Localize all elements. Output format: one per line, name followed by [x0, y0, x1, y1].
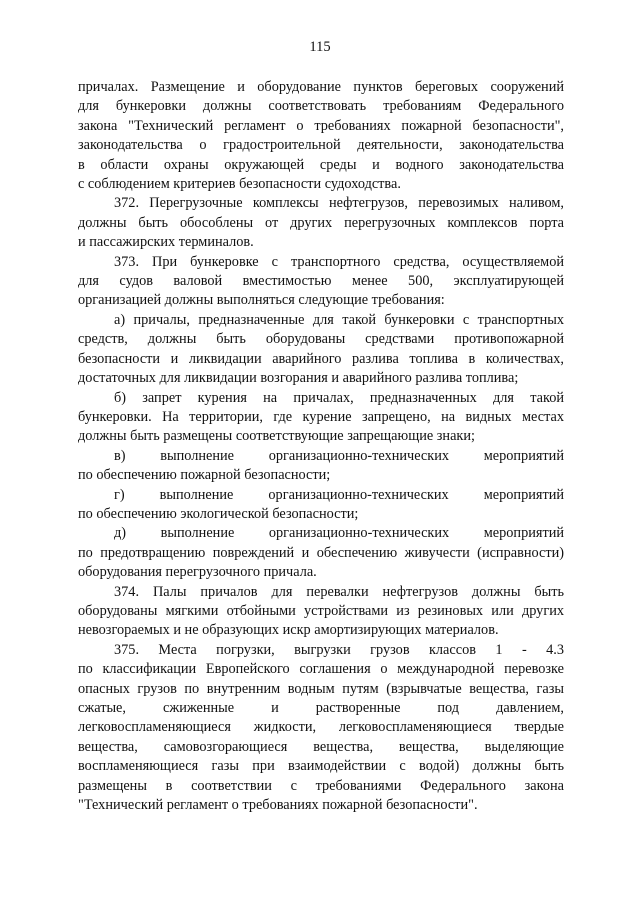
text-line: г) выполнение организационно-технических мероприятий [114, 486, 564, 503]
text-line: 375. Места погрузки, выгрузки грузов классов 1 - 4.3 [114, 641, 564, 658]
text-line: должны быть обособлены от других перегрузочных комплексов порта [78, 214, 564, 231]
text-line: в области охраны окружающей среды и водного законодательства [78, 156, 564, 173]
text-line: причалах. Размещение и оборудование пунктов береговых сооружений [78, 79, 564, 95]
text-line: по классификации Европейского соглашения о международной перевозке [78, 661, 564, 678]
paragraph-cont [78, 78, 564, 194]
text-line: средств, должны быть оборудованы средствами противопожарной [78, 331, 564, 348]
page-number: 115 [309, 39, 331, 55]
text-line: б) запрет курения на причалах, предназначенных для такой [114, 389, 564, 406]
text-line: и пассажирских терминалов. [78, 234, 254, 251]
paragraph-373 [78, 253, 564, 311]
text-line: по предотвращению повреждений и обеспечению живучести (исправности) [78, 544, 564, 561]
text-line: 373. При бункеровке с транспортного средства, осуществляемой [114, 253, 564, 270]
text-line: по обеспечению пожарной безопасности; [78, 467, 331, 484]
paragraph-372 [78, 194, 564, 252]
text-line: вещества, самовозгорающиеся вещества, вещества, выделяющие [78, 738, 564, 755]
paragraph-373b [78, 389, 564, 447]
paragraph-373d [78, 524, 564, 582]
text-line: организацией должны выполняться следующие требования: [78, 292, 445, 309]
text-line: закона "Технический регламент о требованиях пожарной безопасности", [78, 117, 564, 134]
text-line: безопасности и ликвидации аварийного разлива топлива в количествах, [78, 350, 564, 367]
text-line: достаточных для ликвидации возгорания и аварийного разлива топлива; [78, 370, 519, 387]
text-line: 374. Палы причалов для перевалки нефтегрузов должны быть [114, 583, 564, 600]
text-line: легковоспламеняющиеся жидкости, легковоспламеняющиеся твердые [78, 719, 564, 736]
document-body [78, 78, 564, 815]
paragraph-375 [78, 641, 564, 816]
paragraph-373v [78, 447, 564, 486]
paragraph-373a [78, 311, 564, 389]
text-line: оборудования перегрузочного причала. [78, 564, 317, 581]
text-line: должны быть размещены соответствующие запрещающие знаки; [78, 428, 475, 445]
text-line: в) выполнение организационно-технических мероприятий [114, 447, 564, 464]
text-line: оборудованы мягкими отбойными устройствами из резиновых или других [78, 602, 564, 619]
text-line: размещены в соответствии с требованиями Федерального закона [78, 777, 564, 794]
text-line: воспламеняющиеся газы при взаимодействии с водой) должны быть [78, 758, 564, 775]
text-line: законодательства о градостроительной деятельности, законодательства [78, 137, 564, 154]
text-line: бункеровки. На территории, где курение запрещено, на видных местах [78, 408, 564, 425]
paragraph-373g [78, 486, 564, 525]
text-line: невозгораемых и не образующих искр амортизирующих материалов. [78, 622, 499, 639]
text-line: для бункеровки должны соответствовать требованиям Федерального [78, 98, 564, 115]
text-line: 372. Перегрузочные комплексы нефтегрузов, перевозимых наливом, [114, 195, 564, 212]
text-line: а) причалы, предназначенные для такой бункеровки с транспортных [114, 311, 564, 328]
text-line: д) выполнение организационно-технических мероприятий [114, 525, 564, 542]
text-line: опасных грузов по внутренним водным путям (взрывчатые вещества, газы [78, 680, 564, 697]
paragraph-374 [78, 583, 564, 641]
text-line: сжатые, сжиженные и растворенные под давлением, [78, 700, 564, 716]
text-line: "Технический регламент о требованиях пожарной безопасности". [78, 797, 478, 814]
text-line: с соблюдением критериев безопасности судоходства. [78, 176, 401, 193]
text-line: для судов валовой вместимостью менее 500, эксплуатирующей [78, 273, 564, 290]
text-line: по обеспечению экологической безопасности; [78, 505, 359, 522]
